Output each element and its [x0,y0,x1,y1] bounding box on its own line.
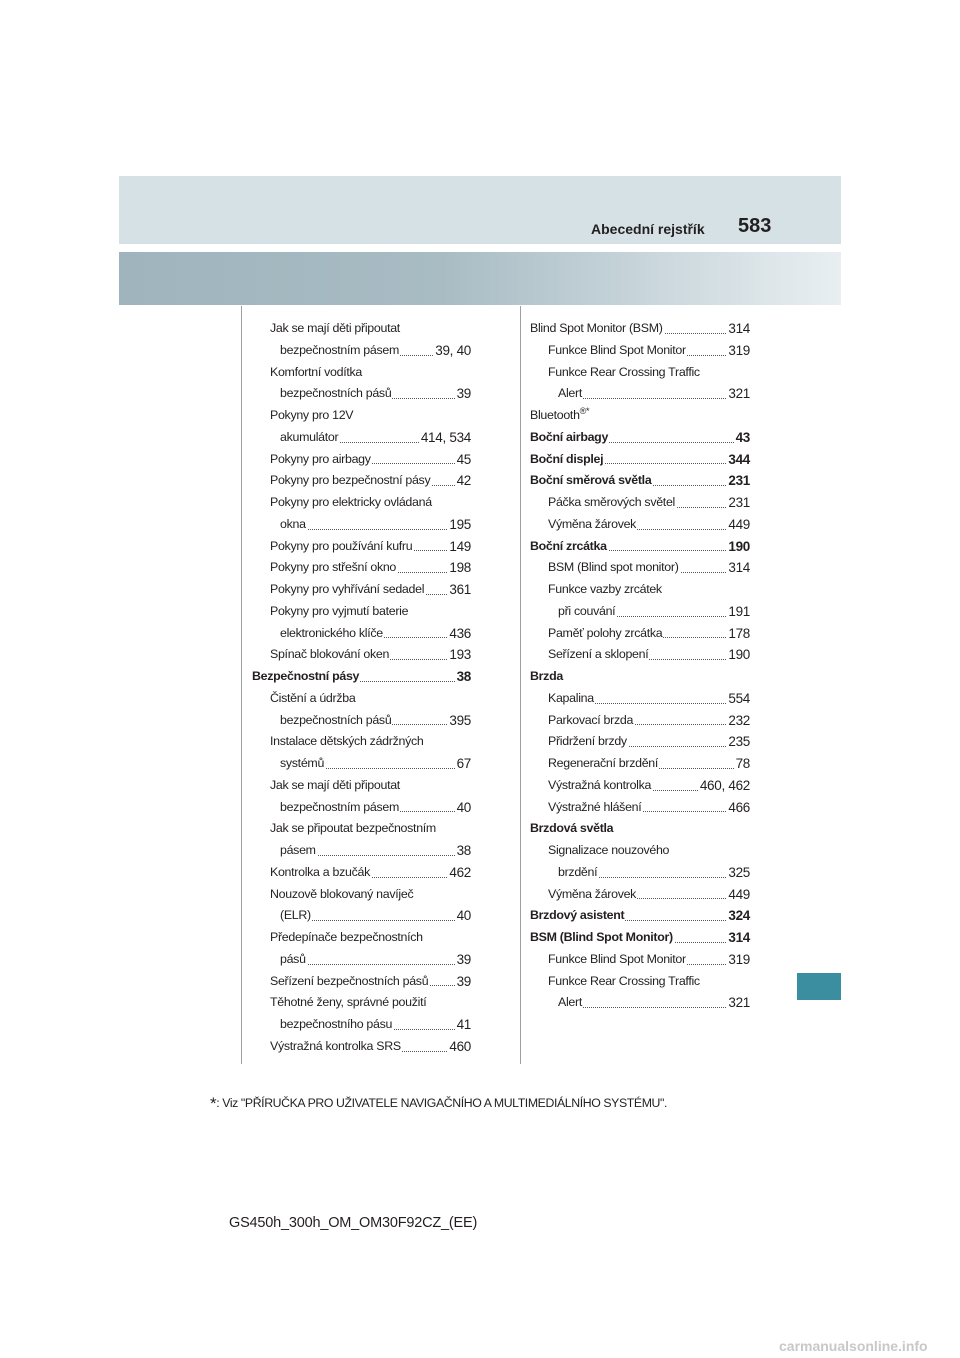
index-entry [530,688,750,710]
entry-page-ref: 361 [448,579,471,601]
entry-page-ref: 449 [727,884,750,906]
entry-label: Výměna žárovek [548,516,637,531]
entry-label: bezpečnostního pásu [280,1017,393,1031]
index-column-left [252,318,471,1058]
entry-label: systémů [280,756,325,770]
index-entry [530,623,750,645]
index-entry [530,710,750,732]
entry-page-ref: 314 [727,557,750,579]
dot-leader [558,398,750,399]
index-entry [530,383,750,405]
entry-label: Blind Spot Monitor (BSM) [530,321,663,335]
entry-label: Parkovací brzda [548,712,634,727]
entry-label: Brzdový asistent [530,908,625,923]
entry-label: Paměť polohy zrcátka [548,625,663,640]
index-entry [252,710,471,732]
entry-page-ref: 319 [727,340,750,362]
entry-label: pásů [280,951,306,966]
entry-page-ref: 191 [727,601,750,623]
entry-label: Pokyny pro 12V [270,408,354,422]
index-entry [252,579,471,601]
entry-label: při couvání [558,603,616,618]
entry-label: Jak se mají děti připoutat [270,321,400,335]
entry-label: Čistění a údržba [270,690,356,705]
index-entry [252,797,471,819]
index-entry [252,470,471,492]
index-entry [252,340,471,362]
entry-page-ref: 554 [727,688,750,710]
index-entry [530,992,750,1014]
index-entry [252,427,471,449]
entry-label: Pokyny pro bezpečnostní pásy [270,473,431,488]
index-entry [252,840,471,862]
index-entry [530,731,750,753]
entry-label: Jak se připoutat bezpečnostním [270,821,436,836]
entry-label: Boční směrová světla [530,473,652,488]
entry-label: okna [280,516,306,531]
entry-page-ref: 460 [448,1036,471,1058]
entry-label: bezpečnostním pásem [280,342,399,357]
index-entry [530,862,750,884]
footnote-marker: * [210,1094,217,1113]
entry-label: Alert [558,995,582,1010]
entry-label: Seřízení a sklopení [548,647,649,662]
entry-label: Funkce Rear Crossing Traffic [548,973,700,988]
entry-page-ref: 395 [448,710,471,732]
entry-label: Nouzově blokovaný navíječ [270,886,414,901]
index-entry [530,949,750,971]
footnote-text: : Viz "PŘÍRUČKA PRO UŽIVATELE NAVIGAČNÍHO A MULTIMEDIÁLNÍHO SYSTÉMU". [216,1096,667,1110]
entry-label: akumulátor [280,429,339,444]
index-entry [252,884,471,906]
entry-page-ref: 460, 462 [699,775,750,797]
index-entry [252,644,471,666]
index-entry [530,927,750,949]
footnote [210,1094,667,1114]
watermark[interactable]: carmanualsonline.info [779,1338,928,1354]
entry-page-ref: 190 [727,536,750,558]
entry-label: Instalace dětských zádržných [270,734,424,749]
entry-page-ref: 314 [727,927,750,949]
entry-label: BSM (Blind Spot Monitor) [530,930,673,944]
entry-page-ref: 193 [448,644,471,666]
entry-page-ref: 195 [448,514,471,536]
entry-label: bezpečnostním pásem [280,799,399,814]
entry-page-ref: 198 [448,557,471,579]
entry-label: Signalizace nouzového [548,843,670,857]
index-entry [252,1014,471,1036]
index-entry [530,818,750,840]
index-entry [252,318,471,340]
dot-leader [280,964,471,965]
index-entry [530,449,750,471]
entry-page-ref: 231 [727,470,750,492]
index-entry [530,884,750,906]
entry-label: Výměna žárovek [548,886,637,901]
entry-page-ref: 462 [448,862,471,884]
document-code: GS450h_300h_OM_OM30F92CZ_(EE) [229,1215,478,1231]
entry-label: Výstražná kontrolka [548,777,652,792]
index-entry [252,557,471,579]
entry-label: Boční airbagy [530,429,609,444]
index-entry [252,405,471,427]
entry-label: elektronického klíče [280,625,383,640]
index-entry [252,383,471,405]
entry-label: Jak se mají děti připoutat [270,777,400,792]
entry-label: Funkce vazby zrcátek [548,582,662,596]
entry-label: Funkce Blind Spot Monitor [548,951,686,966]
index-entry [252,688,471,710]
entry-page-ref: 40 [456,797,471,819]
entry-label: Bluetooth®* [530,405,590,422]
index-entry [530,405,750,427]
entry-label: Kontrolka a bzučák [270,864,370,879]
index-entry [530,318,750,340]
entry-label: pásem [280,843,316,857]
index-entry [252,992,471,1014]
entry-superscript: ®* [579,405,590,416]
entry-page-ref: 314 [727,318,750,340]
entry-label: Funkce Blind Spot Monitor [548,342,686,357]
index-entry [252,775,471,797]
entry-label: Bezpečnostní pásy [252,669,360,683]
entry-page-ref: 414, 534 [420,427,471,449]
entry-label: bezpečnostních pásů [280,386,392,401]
entry-label: Brzdová světla [530,821,614,836]
entry-page-ref: 325 [727,862,750,884]
entry-label: Regenerační brzdění [548,756,659,770]
index-entry [530,579,750,601]
left-column-rule [241,306,242,1064]
entry-page-ref: 449 [727,514,750,536]
entry-page-ref: 235 [727,731,750,753]
index-entry [252,492,471,514]
index-entry [530,427,750,449]
index-entry [530,536,750,558]
entry-page-ref: 39, 40 [434,340,471,362]
entry-page-ref: 344 [727,449,750,471]
entry-page-ref: 39 [456,383,471,405]
entry-page-ref: 231 [727,492,750,514]
entry-page-ref: 436 [448,623,471,645]
index-entry [530,666,750,688]
entry-page-ref: 42 [456,470,471,492]
entry-label: Seřízení bezpečnostních pásů [270,973,429,988]
entry-label: Spínač blokování oken [270,647,390,662]
entry-label: Páčka směrových světel [548,495,675,509]
entry-page-ref: 41 [456,1014,471,1036]
index-entry [252,818,471,840]
index-entry [530,797,750,819]
index-entry [530,514,750,536]
entry-label: Výstražné hlášení [548,799,642,814]
entry-label: Pokyny pro elektricky ovládaná [270,495,432,509]
entry-page-ref: 232 [727,710,750,732]
entry-page-ref: 39 [456,949,471,971]
index-entry [252,362,471,384]
entry-page-ref: 38 [456,840,471,862]
entry-label: Alert [558,386,582,401]
index-entry [530,775,750,797]
index-entry [252,666,471,688]
entry-label: Funkce Rear Crossing Traffic [548,364,700,379]
index-entry [252,514,471,536]
entry-page-ref: 324 [727,905,750,927]
entry-page-ref: 67 [456,753,471,775]
entry-label: Těhotné ženy, správné použití [270,995,427,1010]
entry-page-ref: 45 [456,449,471,471]
entry-label: Pokyny pro používání kufru [270,538,413,553]
index-entry [530,601,750,623]
index-entry [252,949,471,971]
index-entry [252,927,471,949]
middle-column-rule [520,306,521,1064]
entry-page-ref: 178 [727,623,750,645]
entry-page-ref: 38 [456,666,471,688]
entry-page-ref: 39 [456,971,471,993]
index-column-right [530,318,750,1014]
index-entry [252,1036,471,1058]
entry-page-ref: 149 [448,536,471,558]
index-entry [252,601,471,623]
entry-page-ref: 319 [727,949,750,971]
index-entry [252,905,471,927]
entry-label: Pokyny pro airbagy [270,451,371,466]
entry-page-ref: 190 [727,644,750,666]
index-entry [530,753,750,775]
index-entry [530,971,750,993]
entry-page-ref: 40 [456,905,471,927]
index-entry [530,557,750,579]
entry-label: (ELR) [280,908,311,923]
entry-label: Předepínače bezpečnostních [270,930,423,944]
index-entry [252,731,471,753]
entry-label: brzdění [558,864,598,879]
page-number: 583 [738,215,772,237]
gradient-bar [119,252,841,305]
entry-label: Boční zrcátka [530,538,607,553]
header-band [119,176,841,244]
entry-page-ref: 321 [727,992,750,1014]
index-entry [530,644,750,666]
index-entry [530,470,750,492]
entry-label: Přidržení brzdy [548,734,627,749]
index-entry [530,362,750,384]
dot-leader [280,529,471,530]
section-title: Abecední rejstřík [591,221,705,237]
index-entry [252,536,471,558]
index-entry [252,449,471,471]
entry-label: bezpečnostních pásů [280,712,392,727]
entry-page-ref: 466 [727,797,750,819]
index-entry [530,340,750,362]
entry-page-ref: 78 [735,753,750,775]
index-entry [530,905,750,927]
index-entry [252,862,471,884]
entry-label: Pokyny pro vyhřívání sedadel [270,582,425,596]
section-tab [797,973,841,1000]
index-entry [252,753,471,775]
dot-leader [558,1007,750,1008]
index-entry [252,971,471,993]
entry-label: Pokyny pro střešní okno [270,560,397,575]
entry-label: Boční displej [530,451,604,466]
index-entry [530,492,750,514]
entry-page-ref: 43 [735,427,750,449]
entry-label: Kapalina [548,690,594,705]
entry-label: Pokyny pro vyjmutí baterie [270,603,409,618]
entry-label: BSM (Blind spot monitor) [548,560,679,575]
index-entry [530,840,750,862]
entry-label: Výstražná kontrolka SRS [270,1038,401,1053]
entry-page-ref: 321 [727,383,750,405]
entry-label: Brzda [530,669,563,683]
entry-label: Komfortní vodítka [270,364,363,379]
index-entry [252,623,471,645]
